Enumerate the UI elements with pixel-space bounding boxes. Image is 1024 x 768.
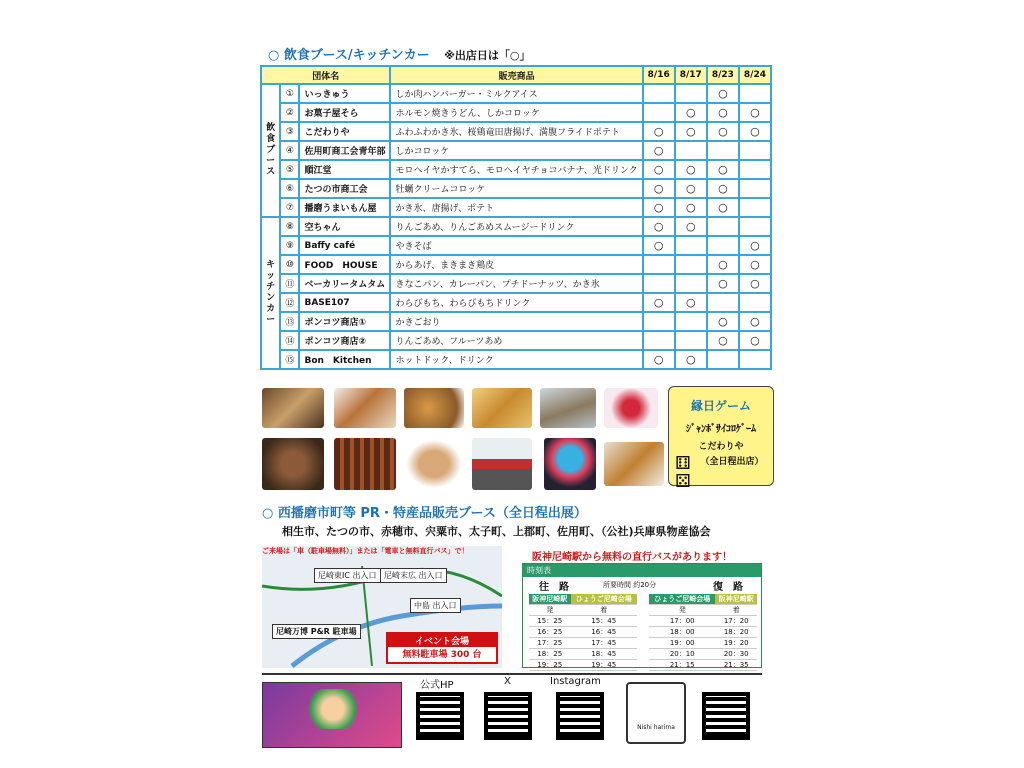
ig-label: Instagram [550, 676, 601, 687]
date-mark [739, 217, 771, 236]
row-number: ④ [280, 141, 299, 160]
qr-code-x[interactable] [484, 692, 532, 740]
row-number: ⑮ [280, 350, 299, 369]
tt-dep: 発 [649, 605, 715, 616]
header-group: 団体名 [261, 66, 390, 84]
row-number: ② [280, 103, 299, 122]
dice-icon: ⚅ ⚄ [675, 453, 691, 492]
tt-col: 阪神尼崎駅 [715, 594, 757, 605]
date-mark: ○ [675, 293, 707, 312]
tt-time: 20：30 [715, 649, 757, 660]
tt-col: ひょうご尼崎会場 [571, 594, 637, 605]
pr-section-title: ○ 西播磨市町等 PR・特産品販売ブース（全日程出展） [262, 506, 587, 521]
group-name: 播磨うまいもん屋 [299, 198, 390, 217]
date-mark [739, 179, 771, 198]
tt-dep: 発 [529, 605, 571, 616]
tt-row [529, 638, 637, 649]
table-row [261, 293, 771, 312]
header-date: 8/24 [739, 66, 771, 84]
date-mark: ○ [675, 350, 707, 369]
row-number: ⑫ [280, 293, 299, 312]
circle-icon: ○ [268, 48, 280, 63]
date-mark [739, 160, 771, 179]
tt-time: 19：25 [529, 660, 571, 671]
date-mark: ○ [643, 293, 675, 312]
tt-time: 16：25 [529, 627, 571, 638]
date-mark: ○ [643, 350, 675, 369]
date-mark: ○ [707, 274, 739, 293]
group-name: こだわりや [299, 122, 390, 141]
tt-time: 18：00 [649, 627, 715, 638]
group-name: 空ちゃん [299, 217, 390, 236]
date-mark: ○ [643, 198, 675, 217]
product-items: りんごあめ、フルーツあめ [390, 331, 642, 350]
table-row [261, 103, 771, 122]
date-mark [707, 217, 739, 236]
table-row [261, 160, 771, 179]
date-mark [643, 274, 675, 293]
tt-time: 18：25 [529, 649, 571, 660]
product-items: わらびもち、わらびもちドリンク [390, 293, 642, 312]
tt-col: 阪神尼崎駅 [529, 594, 571, 605]
date-mark [643, 255, 675, 274]
row-number: ③ [280, 122, 299, 141]
date-mark [675, 236, 707, 255]
date-mark [739, 293, 771, 312]
map-label: 尼崎末広 出入口 [380, 568, 447, 583]
access-map [262, 546, 502, 668]
food-photo [334, 438, 396, 490]
date-mark [643, 312, 675, 331]
food-photo [404, 388, 464, 428]
banner-character [303, 689, 363, 729]
date-mark: ○ [707, 122, 739, 141]
row-number: ⑥ [280, 179, 299, 198]
game-title: 縁日ゲーム [690, 399, 751, 413]
date-mark [739, 84, 771, 103]
tt-time: 18：20 [715, 627, 757, 638]
parking-label: 無料駐車場 300 台 [402, 650, 482, 660]
date-mark [643, 84, 675, 103]
row-number: ① [280, 84, 299, 103]
category-cell: キ ッ チ ン カ ー [261, 217, 280, 369]
tt-row [649, 660, 757, 671]
group-name: いっきゅう [299, 84, 390, 103]
booth-table [260, 65, 772, 370]
date-mark: ○ [739, 312, 771, 331]
tt-time: 17：20 [715, 616, 757, 627]
tt-time: 18：45 [571, 649, 637, 660]
date-mark: ○ [643, 236, 675, 255]
row-number: ⑦ [280, 198, 299, 217]
table-row [261, 122, 771, 141]
group-name: BASE107 [299, 293, 390, 312]
date-mark: ○ [707, 255, 739, 274]
product-items: モロヘイヤかすてら、モロヘイヤチョコバナナ、光ドリンク [390, 160, 642, 179]
header-date: 8/23 [707, 66, 739, 84]
date-mark: ○ [707, 160, 739, 179]
group-name: ポンコツ商店① [299, 312, 390, 331]
table-row [261, 84, 771, 103]
table-row [261, 179, 771, 198]
tt-row [649, 638, 757, 649]
table-row [261, 312, 771, 331]
product-items: からあげ、まきまき鶏皮 [390, 255, 642, 274]
date-mark [675, 255, 707, 274]
venue-box [386, 632, 498, 664]
date-mark: ○ [739, 122, 771, 141]
tt-row [529, 627, 637, 638]
tt-col: ひょうご尼崎会場 [649, 594, 715, 605]
date-mark: ○ [643, 217, 675, 236]
group-name: FOOD HOUSE [299, 255, 390, 274]
date-mark: ○ [675, 122, 707, 141]
product-items: ホルモン焼きうどん、しかコロッケ [390, 103, 642, 122]
tt-time: 19：45 [571, 660, 637, 671]
food-photo [604, 442, 664, 486]
tt-duration: 所要時間 約20分 [603, 581, 657, 589]
tt-time: 21：15 [649, 660, 715, 671]
date-mark [675, 84, 707, 103]
nishiharima-logo: Nishi harima [626, 682, 686, 744]
circle-icon: ○ [262, 506, 274, 521]
tt-arr: 着 [715, 605, 757, 616]
row-number: ⑤ [280, 160, 299, 179]
date-mark: ○ [675, 179, 707, 198]
date-mark: ○ [707, 312, 739, 331]
row-number: ⑩ [280, 255, 299, 274]
booth-section-title: ○ 飲食ブース/キッチンカー ※出店日は「○」 [268, 48, 531, 63]
x-label: X [504, 676, 511, 687]
food-photo [262, 438, 324, 490]
group-name: ポンコツ商店② [299, 331, 390, 350]
bus-headline: 阪神尼崎駅から無料の直行バスがあります！ [532, 552, 732, 563]
tt-time: 17：45 [571, 638, 637, 649]
date-mark [675, 331, 707, 350]
qr-code-instagram[interactable] [556, 692, 604, 740]
map-label: 尼崎万博 P&R 駐車場 [272, 624, 361, 639]
game-vendor: こだわりや [698, 442, 744, 452]
tt-time: 17：00 [649, 616, 715, 627]
timetable [522, 563, 762, 668]
food-photo [472, 438, 532, 490]
product-items: しか肉ハンバーガー・ミルクアイス [390, 84, 642, 103]
table-row [261, 331, 771, 350]
tt-row [649, 616, 757, 627]
game-name: ｼﾞｬﾝﾎﾞｻｲｺﾛｹﾞｰﾑ [686, 424, 756, 435]
pr-members: 相生市、たつの市、赤穂市、宍粟市、太子町、上郡町、佐用町、（公社)兵庫県物産協会 [282, 525, 711, 538]
group-name: たつの市商工会 [299, 179, 390, 198]
date-mark: ○ [707, 103, 739, 122]
table-row [261, 255, 771, 274]
date-mark [707, 236, 739, 255]
venue-label: イベント会場 [388, 634, 496, 647]
tt-ret: 復 路 [713, 582, 743, 593]
tt-row [529, 649, 637, 660]
date-mark: ○ [643, 160, 675, 179]
table-header-row [261, 66, 771, 84]
tt-out: 往 路 [539, 582, 569, 593]
row-number: ⑬ [280, 312, 299, 331]
game-box [668, 386, 774, 492]
date-mark: ○ [675, 103, 707, 122]
map-label: 中島 出入口 [410, 598, 461, 613]
product-items: きなこパン、カレーパン、プチドーナッツ、かき氷 [390, 274, 642, 293]
tt-time: 20：10 [649, 649, 715, 660]
table-row [261, 236, 771, 255]
food-photo [334, 388, 396, 428]
tt-row [529, 616, 637, 627]
tt-time: 15：45 [571, 616, 637, 627]
food-photo [262, 388, 324, 428]
date-mark [739, 198, 771, 217]
event-banner [262, 682, 402, 748]
table-row [261, 198, 771, 217]
table-row [261, 274, 771, 293]
map-label: 尼崎東IC 出入口 [314, 568, 381, 583]
row-number: ⑪ [280, 274, 299, 293]
date-mark: ○ [643, 122, 675, 141]
date-mark: ○ [643, 179, 675, 198]
group-name: ベーカリータムタム [299, 274, 390, 293]
date-mark [707, 141, 739, 160]
booth-note: ※出店日は「○」 [444, 49, 531, 62]
date-mark [643, 331, 675, 350]
tt-row [649, 649, 757, 660]
date-mark: ○ [739, 274, 771, 293]
date-mark: ○ [675, 160, 707, 179]
date-mark [707, 293, 739, 312]
date-mark [739, 350, 771, 369]
tt-title: 時刻表 [523, 564, 761, 577]
product-items: かきごおり [390, 312, 642, 331]
table-row [261, 350, 771, 369]
tt-out-table [529, 594, 637, 671]
tt-time: 17：25 [529, 638, 571, 649]
date-mark [675, 274, 707, 293]
date-mark: ○ [739, 255, 771, 274]
product-items: やきそば [390, 236, 642, 255]
category-cell: 飲 食 ブ ー ス [261, 84, 280, 217]
date-mark: ○ [675, 198, 707, 217]
date-mark: ○ [707, 198, 739, 217]
group-name: Bon Kitchen [299, 350, 390, 369]
header-date: 8/16 [643, 66, 675, 84]
hp-label: 公式HP [420, 680, 454, 691]
game-schedule: （全日程出店） [700, 457, 764, 467]
tt-time: 16：45 [571, 627, 637, 638]
date-mark: ○ [739, 103, 771, 122]
product-items: しかコロッケ [390, 141, 642, 160]
food-photo [544, 438, 596, 490]
date-mark: ○ [707, 84, 739, 103]
tt-time: 15：25 [529, 616, 571, 627]
footer-divider [262, 673, 762, 675]
product-items: かき氷、唐揚げ、ポテト [390, 198, 642, 217]
date-mark [675, 312, 707, 331]
date-mark [707, 350, 739, 369]
date-mark [739, 141, 771, 160]
tt-time: 19：00 [649, 638, 715, 649]
tt-row [649, 627, 757, 638]
date-mark: ○ [739, 236, 771, 255]
qr-code-hp[interactable] [416, 692, 464, 740]
group-name: お菓子屋そら [299, 103, 390, 122]
header-date: 8/17 [675, 66, 707, 84]
map-note: ご来場は「車（駐車場無料）」または「電車と無料直行バス」で！ [262, 547, 469, 555]
group-name: 佐用町商工会青年部 [299, 141, 390, 160]
row-number: ⑧ [280, 217, 299, 236]
food-photo [404, 438, 464, 490]
tt-row [529, 660, 637, 671]
date-mark [643, 103, 675, 122]
table-row [261, 217, 771, 236]
date-mark: ○ [675, 217, 707, 236]
food-photo [540, 388, 596, 428]
date-mark [675, 141, 707, 160]
tt-arr: 着 [571, 605, 637, 616]
date-mark: ○ [707, 179, 739, 198]
qr-code[interactable] [702, 692, 750, 740]
product-items: ホットドック、ドリンク [390, 350, 642, 369]
date-mark: ○ [739, 331, 771, 350]
product-items: ふわふわかき氷、桜鶏竜田唐揚げ、満腹フライドポテト [390, 122, 642, 141]
tt-time: 19：20 [715, 638, 757, 649]
date-mark: ○ [643, 141, 675, 160]
group-name: 順江堂 [299, 160, 390, 179]
product-items: 牡蠣クリームコロッケ [390, 179, 642, 198]
row-number: ⑨ [280, 236, 299, 255]
product-items: りんごあめ、りんごあめスムージードリンク [390, 217, 642, 236]
tt-ret-table [649, 594, 757, 671]
food-photo [472, 388, 532, 428]
group-name: Baffy café [299, 236, 390, 255]
table-row [261, 141, 771, 160]
date-mark: ○ [707, 331, 739, 350]
row-number: ⑭ [280, 331, 299, 350]
tt-time: 21：35 [715, 660, 757, 671]
header-items: 販売商品 [390, 66, 642, 84]
food-photo [604, 388, 658, 428]
